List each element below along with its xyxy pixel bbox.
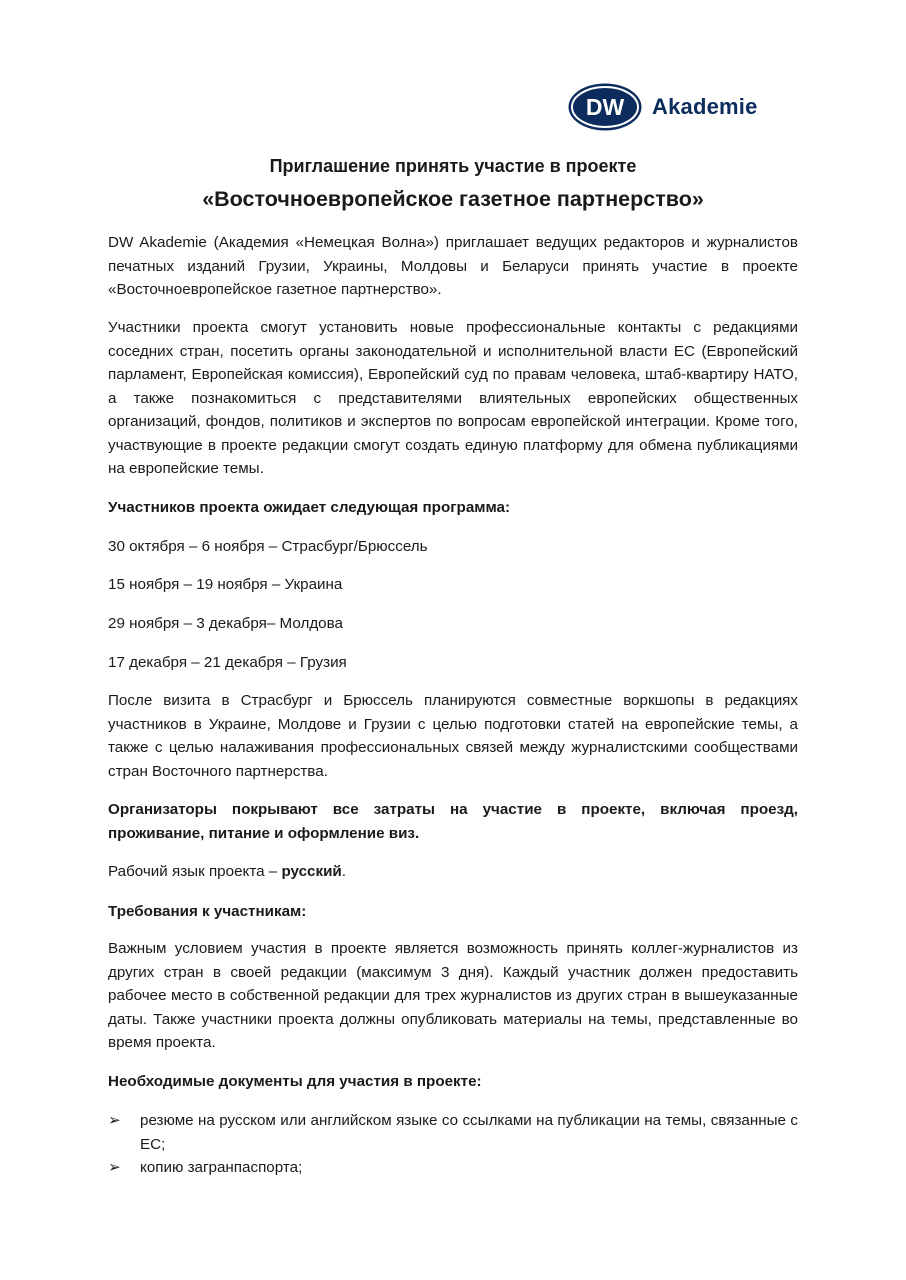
dw-akademie-logo: [567, 82, 758, 132]
document-list-item: [108, 1156, 798, 1180]
language-line: [108, 860, 798, 884]
title-line-1: Приглашение принять участие в проекте: [269, 156, 637, 176]
costs-paragraph: Организаторы покрывают все затраты на участие в проекте, включая проезд, проживание, питание и оформление виз.: [108, 801, 798, 842]
requirements-paragraph: Важным условием участия в проекте является возможность принять коллег-журналистов из других стран в своей редакции (максимум 3 дня). Каждый участник должен предоставить рабочее место в собственной редакции для трех журналистов из других стран в вышеуказанные даты. Также участники проекта должны опубликовать материалы на темы, представленные во время проекта.: [108, 940, 798, 1051]
requirements-heading: Требования к участникам:: [108, 903, 307, 920]
language-prefix: Рабочий язык проекта –: [108, 863, 282, 880]
logo-name: Akademie: [652, 94, 758, 119]
program-heading: Участников проекта ожидает следующая программа:: [108, 499, 511, 516]
program-item: 30 октября – 6 ноября – Страсбург/Брюссель: [108, 538, 428, 555]
participants-paragraph: Участники проекта смогут установить новые профессиональные контакты с редакциями соседних стран, посетить органы законодательной и исполнительной власти ЕС (Европейский парламент, Европейская комиссия), Европейский суд по правам человека, штаб-квартиру НАТО, а также познакомиться с представителями влиятельных европейских общественных организаций, фондов, политиков и экспертов по вопросам европейской интеграции. Кроме того, участвующие в проекте редакции смогут создать единую платформу для обмена публикациями на европейские темы.: [108, 319, 798, 477]
language-value: русский: [281, 863, 342, 880]
program-item: 15 ноября – 19 ноября – Украина: [108, 576, 343, 593]
dw-logo-icon: [567, 82, 643, 132]
program-item: 29 ноября – 3 декабря– Молдова: [108, 615, 343, 632]
document-list-item-text: резюме на русском или английском языке со ссылками на публикации на темы, связанные с ЕС;: [140, 1112, 798, 1153]
arrow-bullet-icon: ➢: [108, 1159, 121, 1176]
documents-heading: Необходимые документы для участия в проекте:: [108, 1073, 482, 1090]
document-list-item: [108, 1109, 798, 1156]
language-suffix: .: [341, 863, 346, 880]
title-line-2: «Восточноевропейское газетное партнерство»: [202, 187, 704, 211]
arrow-bullet-icon: ➢: [108, 1112, 121, 1129]
logo-mark-text: DW: [585, 94, 625, 120]
document-list-item-text: копию загранпаспорта;: [140, 1159, 303, 1176]
after-visit-paragraph: После визита в Страсбург и Брюссель планируются совместные воркшопы в редакциях участников в Украине, Молдове и Грузии с целью подготовки статей на европейские темы, а также с целью налаживания профессиональных связей между журналистскими сообществами стран Восточного партнерства.: [108, 692, 798, 780]
program-item: 17 декабря – 21 декабря – Грузия: [108, 654, 347, 671]
intro-paragraph: DW Akademie (Академия «Немецкая Волна») приглашает ведущих редакторов и журналистов печатных изданий Грузии, Украины, Молдовы и Беларуси принять участие в проекте «Восточноевропейское газетное партнерство».: [108, 234, 798, 298]
